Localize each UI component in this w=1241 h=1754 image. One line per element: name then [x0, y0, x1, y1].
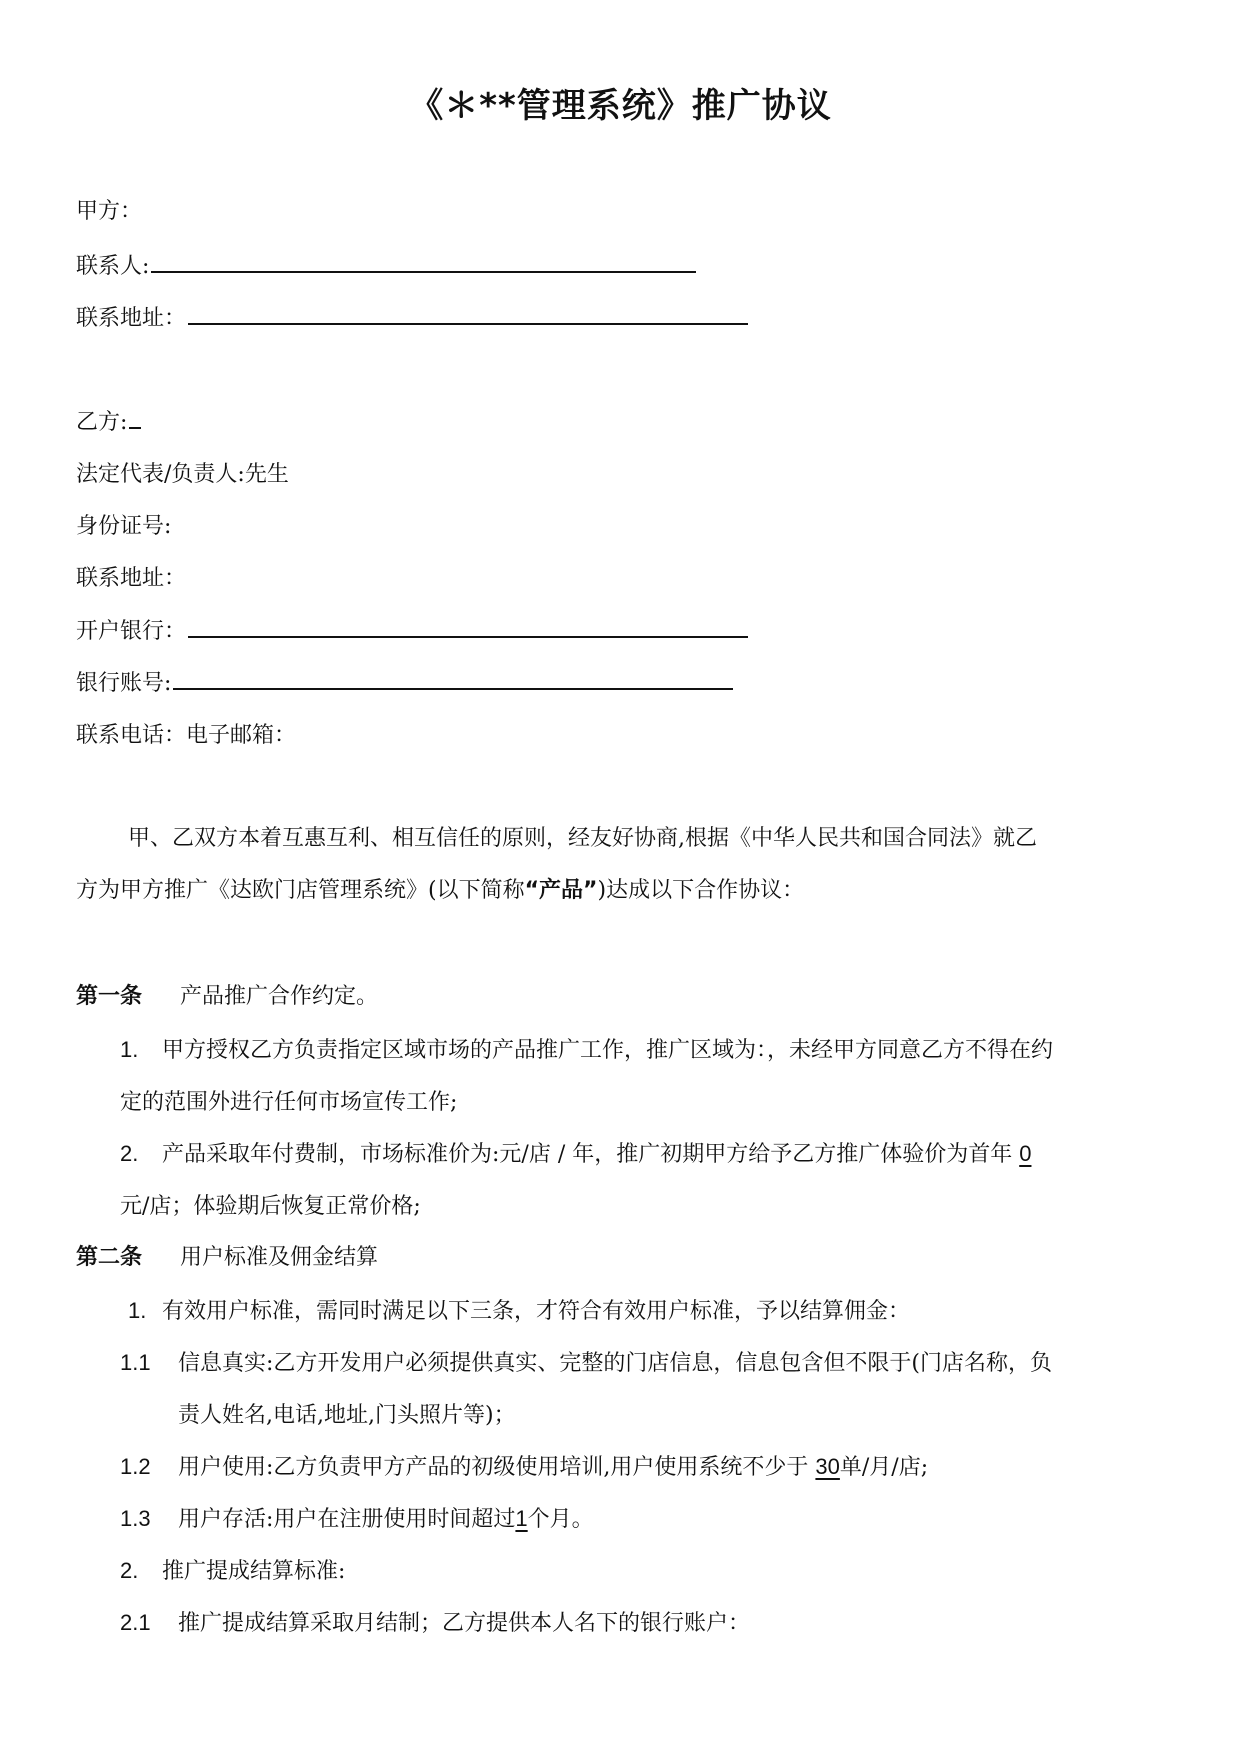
article-2-point-1-2-text-a: 用户使用:乙方负责甲方产品的初级使用培训,用户使用系统不少于: [178, 1455, 816, 1480]
bank-blank[interactable]: [188, 636, 748, 638]
article-1-item-1-line-1: [120, 1024, 1180, 1077]
article-2-label: 第二条: [76, 1245, 143, 1270]
account-blank[interactable]: [173, 688, 733, 690]
point-number: 1.2: [120, 1454, 151, 1479]
article-2-point-2-text: 推广提成结算标准:: [162, 1559, 346, 1584]
article-1-item-1: [120, 1024, 1180, 1129]
article-2-point-2-1-text: 推广提成结算采取月结制；乙方提供本人名下的银行账户：: [178, 1611, 751, 1636]
article-1-item-2-text: 产品采取年付费制，市场标准价为:元/店 / 年，推广初期甲方给予乙方推广体验价为首年: [162, 1142, 1020, 1167]
article-2-title: 用户标准及佣金结算: [180, 1245, 379, 1270]
party-b-account-line: [76, 669, 733, 699]
party-a-address-label: 联系地址：: [76, 306, 187, 331]
party-b-phone: 联系电话：电子邮箱：: [76, 723, 297, 748]
party-a-contact-label: 联系人:: [76, 254, 150, 279]
min-orders-value: 30: [815, 1454, 840, 1479]
intro-line-1: 甲、乙双方本着互惠互利、相互信任的原则，经友好协商,根据《中华人民共和国合同法》就乙: [128, 826, 1037, 851]
article-1-item-2-line-1: [120, 1128, 1180, 1181]
trial-price-value: 0: [1019, 1141, 1032, 1166]
intro-line-2-text-a: 方为甲方推广《达欧门店管理系统》(以下简称: [76, 878, 525, 903]
article-2-point-1-1: [120, 1337, 1180, 1442]
article-2-point-1-1-text: 信息真实:乙方开发用户必须提供真实、完整的门店信息，信息包含但不限于(门店名称，负: [178, 1351, 1052, 1376]
address-blank[interactable]: [188, 323, 748, 325]
article-2-point-2: [120, 1556, 345, 1587]
article-1-heading: [76, 982, 378, 1012]
point-number: 2.1: [120, 1610, 151, 1635]
point-number: 1.3: [120, 1506, 151, 1531]
article-2-point-1-3-text-a: 用户存活:用户在注册使用时间超过: [178, 1507, 516, 1532]
contact-blank[interactable]: [151, 271, 696, 273]
intro-line-2: [76, 865, 1176, 917]
party-b-bank-line: [76, 617, 748, 647]
party-a-label: 甲方：: [76, 199, 143, 224]
party-b-account-label: 银行账号:: [76, 671, 172, 696]
min-months-value: 1: [515, 1506, 528, 1531]
party-b-label: 乙方:: [76, 410, 128, 435]
article-2-point-1-1-line-1: [120, 1337, 1180, 1390]
party-b-line: [76, 408, 141, 438]
article-1-label: 第一条: [76, 984, 143, 1009]
article-2-heading: [76, 1243, 378, 1273]
article-2-point-1-3: [120, 1504, 594, 1535]
item-number: 2.: [120, 1141, 139, 1166]
article-2-point-1-2-text-b: 单/月/店;: [839, 1455, 929, 1480]
article-1-item-1-text: 甲方授权乙方负责指定区域市场的产品推广工作，推广区域为：，未经甲方同意乙方不得在约: [162, 1038, 1054, 1063]
intro-product-term: “产品”: [524, 878, 598, 903]
article-1-item-2-line-2: 元/店；体验期后恢复正常价格;: [120, 1194, 421, 1219]
article-1-item-2: [120, 1128, 1180, 1233]
article-2-point-1: [128, 1296, 910, 1327]
intro-paragraph: [76, 813, 1176, 917]
point-number: 2.: [120, 1558, 139, 1583]
party-a-contact-line: [76, 252, 696, 282]
point-number: 1.: [128, 1298, 147, 1323]
article-2-point-1-text: 有效用户标准，需同时满足以下三条，才符合有效用户标准，予以结算佣金：: [162, 1299, 911, 1324]
party-b-bank-label: 开户银行：: [76, 619, 187, 644]
document-title: 《＊**管理系统》推广协议: [409, 86, 832, 126]
party-b-rep: 法定代表/负责人:先生: [76, 462, 289, 487]
party-a-address-line: [76, 304, 748, 334]
intro-line-2-text-b: )达成以下合作协议：: [597, 878, 805, 903]
party-b-id: 身份证号:: [76, 514, 172, 539]
article-2-point-1-3-text-b: 个月。: [527, 1507, 594, 1532]
article-2-point-1-1-line-2: 责人姓名,电话,地址,门头照片等)；: [178, 1403, 516, 1428]
party-b-address: 联系地址：: [76, 566, 187, 591]
article-1-title: 产品推广合作约定。: [180, 984, 379, 1009]
article-2-point-1-2: [120, 1452, 928, 1483]
item-number: 1.: [120, 1037, 139, 1062]
point-number: 1.1: [120, 1350, 151, 1375]
article-1-item-1-line-2: 定的范围外进行任何市场宣传工作;: [120, 1090, 458, 1115]
party-b-blank[interactable]: [129, 427, 141, 429]
article-2-point-2-1: [120, 1608, 750, 1639]
